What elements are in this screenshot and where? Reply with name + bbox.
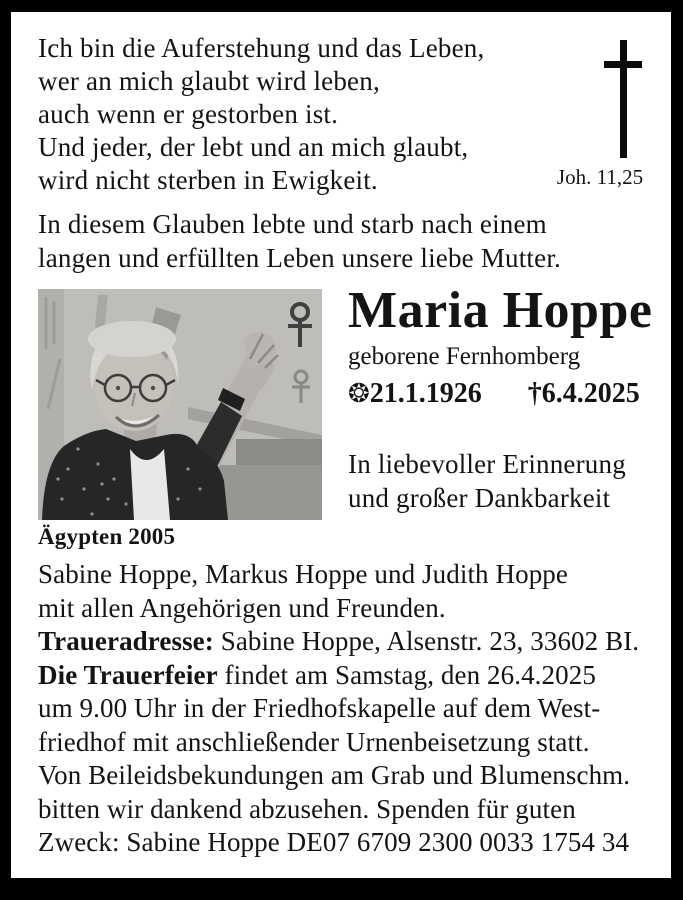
trauer-address-label: Traueradresse: [38,626,214,656]
funeral-line: um 9.00 Uhr in der Friedhofskapelle auf dem West- [38,693,601,723]
funeral-label: Die Trauerfeier [38,659,218,690]
donation-line: bitten wir dankend abzusehen. Spenden für guten [38,793,576,824]
death-date: †6.4.2025 [527,378,640,409]
verse-line: Und jeder, der lebt und an mich glaubt, [38,132,469,162]
trauer-address-text: Sabine Hoppe, Alsenstr. 23, 33602 BI. [220,626,640,656]
photo-column [38,289,322,550]
photo-illustration [38,289,322,520]
bible-verse [38,32,484,197]
donation-line: Von Beileidsbekundungen am Grab und Blumenschm. [38,760,631,790]
mourners-line: mit allen Angehörigen und Freunden. [38,592,446,623]
photo-caption: Ägypten 2005 [38,524,176,549]
maiden-name: geborene Fernhomberg [348,343,581,370]
shirt [130,449,170,520]
remembrance-line: und großer Dankbarkeit [348,483,611,513]
funeral-line: friedhof mit anschließender Urnenbeisetzung statt. [38,726,590,757]
intro-line: In diesem Glauben lebte und starb nach einem [38,209,547,239]
cross-icon [603,40,643,158]
birth-date: ❂21.1.1926 [348,378,482,409]
notice-sheet [3,0,683,888]
verse-citation: Joh. 11,25 [556,165,644,189]
verse-line: wird nicht sterben in Ewigkeit. [38,165,378,195]
birth-star-icon: ❂ [348,379,370,409]
intro-text [38,207,659,275]
verse-line: Ich bin die Auferstehung und das Leben, [38,33,485,63]
donation-line: Zweck: Sabine Hoppe DE07 6709 2300 0033 1754 34 [38,827,630,857]
funeral-text: findet am Samstag, den 26.4.2025 [224,659,596,690]
life-dates [348,378,659,410]
funeral-line [38,659,659,693]
cross-column [541,32,659,197]
death-cross-symbol: † [527,378,542,409]
mourners-line: Sabine Hoppe, Markus Hoppe und Judith Hoppe [38,559,568,589]
deceased-name: Maria Hoppe [348,282,653,339]
bottom-section [38,558,659,860]
intro-line: langen und erfüllten Leben unsere liebe Mutter. [38,243,561,273]
verse-section [38,32,659,197]
person-details [348,282,659,550]
main-section [38,282,659,550]
photo [38,289,322,520]
verse-line: wer an mich glaubt wird leben, [38,66,380,96]
remembrance-line: In liebevoller Erinnerung [348,449,626,479]
trauer-address [38,625,659,659]
verse-line: auch wenn er gestorben ist. [38,99,339,129]
remembrance-text [348,447,659,515]
